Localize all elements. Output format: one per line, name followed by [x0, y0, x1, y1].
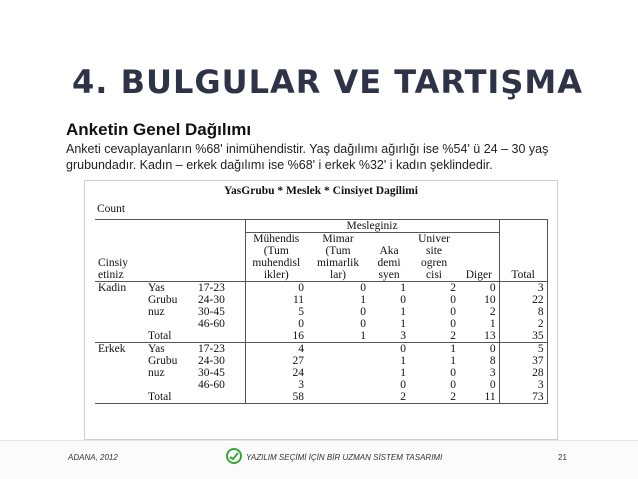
table-cell [95, 306, 145, 318]
crosstab-table [95, 219, 548, 404]
body-paragraph: Anketi cevaplayanların %68' inimühendistir. Yaş dağılımı ağırlığı ise %54' ü 24 – 30 yaş grubundadır. Kadın – erkek dağılımı ise %68' i erkek %32' i kadın şeklindedir. [66, 142, 549, 172]
total-value [307, 391, 369, 404]
row-total: 3 [499, 282, 547, 295]
header-row [95, 257, 547, 269]
count-value: 0 [400, 294, 407, 306]
total-label: Total [145, 391, 195, 404]
column-header: (Tum [325, 245, 351, 257]
row-total: 8 [499, 306, 547, 318]
total-value: 2 [409, 391, 459, 404]
total-header: Total [499, 269, 547, 282]
column-header [459, 257, 499, 269]
count-value: 0 [450, 379, 457, 391]
column-header: ogren [420, 257, 448, 269]
row-total: 5 [499, 343, 547, 356]
age-range-label: 46-60 [198, 379, 225, 391]
count-value: 11 [245, 294, 307, 306]
age-range-label: 24-30 [198, 355, 225, 367]
corner-cell [145, 269, 195, 282]
header-cell [499, 257, 547, 269]
column-header: Univer [409, 233, 459, 246]
total-value: 1 [307, 330, 369, 343]
age-range-label: 24-30 [198, 294, 225, 306]
count-value: 1 [450, 355, 457, 367]
count-value: 24 [245, 367, 307, 379]
section-subtitle: Anketin Genel Dağılımı [66, 120, 252, 139]
corner-cell [145, 233, 195, 246]
count-value: 1 [400, 355, 407, 367]
count-value [307, 367, 369, 379]
header-row [95, 269, 547, 282]
count-value: 27 [245, 355, 307, 367]
header-cell [499, 245, 547, 257]
column-header [459, 233, 499, 246]
total-value: 2 [409, 330, 459, 343]
count-value: 1 [400, 306, 407, 318]
count-value: 0 [450, 294, 457, 306]
count-value: 0 [245, 282, 307, 295]
slide-title: 4. BULGULAR VE TARTIŞMA [72, 63, 583, 101]
count-value: 0 [450, 367, 457, 379]
total-value: 11 [459, 391, 499, 404]
grand-total: 73 [499, 391, 547, 404]
total-value: 58 [245, 391, 307, 404]
header-row [95, 245, 547, 257]
total-value: 16 [245, 330, 307, 343]
count-value [307, 355, 369, 367]
table-row [95, 294, 547, 306]
table-cell [145, 379, 195, 391]
column-header: ikler) [245, 269, 307, 282]
column-header: muhendisl [245, 257, 307, 269]
column-header: demi [377, 257, 401, 269]
table-cell [95, 330, 145, 343]
table-title: YasGrubu * Meslek * Cinsiyet Dagilimi [224, 185, 418, 197]
count-value: 2 [450, 282, 457, 294]
grand-total: 35 [499, 330, 547, 343]
count-value: 0 [360, 306, 367, 318]
table-row [95, 306, 547, 318]
gender-label: Erkek [98, 343, 126, 355]
table-cell [95, 367, 145, 379]
footer-title: YAZILIM SEÇİMİ İÇİN BİR UZMAN SİSTEM TASARIMI [246, 453, 443, 462]
age-range-label: 46-60 [198, 318, 225, 330]
gender-label: Kadin [98, 282, 127, 294]
column-header [369, 233, 409, 246]
column-header: syen [369, 269, 409, 282]
count-value: 0 [450, 306, 457, 318]
corner-cell [145, 257, 195, 269]
table-row [95, 367, 547, 379]
count-value: 10 [484, 294, 496, 306]
corner-cell [95, 245, 145, 257]
corner-cell [195, 233, 245, 246]
count-value: 0 [489, 343, 496, 355]
age-group-label: nuz [148, 367, 165, 379]
table-cell [195, 391, 245, 404]
footer-location: ADANA, 2012 [68, 453, 118, 462]
page-number: 21 [558, 453, 567, 462]
corner-cell [195, 257, 245, 269]
total-label: Total [145, 330, 195, 343]
count-value: 8 [489, 355, 496, 367]
corner-cell [95, 233, 145, 246]
column-header: Mühendis [245, 233, 307, 246]
count-value: 0 [360, 282, 367, 294]
table-row [95, 379, 547, 391]
age-range-label: 17-23 [198, 343, 225, 355]
column-header: site [426, 245, 443, 257]
table-row [95, 282, 547, 295]
column-header: lar) [307, 269, 369, 282]
age-range-label: 17-23 [198, 282, 225, 294]
column-header [459, 245, 499, 257]
count-value: 1 [400, 318, 407, 330]
count-value: 1 [450, 343, 457, 355]
column-header: Diger [459, 269, 499, 282]
count-value: 3 [245, 379, 307, 391]
age-group-label: Yas [148, 282, 165, 294]
total-value: 2 [369, 391, 409, 404]
column-header: cisi [409, 269, 459, 282]
count-value: 0 [400, 379, 407, 391]
table-cell [95, 391, 145, 404]
table-cell [95, 355, 145, 367]
column-header: mimarlik [316, 257, 360, 269]
count-label: Count [97, 203, 126, 215]
count-value: 1 [489, 318, 496, 330]
column-header: Aka [379, 245, 399, 257]
row-total: 22 [499, 294, 547, 306]
table-cell [95, 318, 145, 330]
column-header: (Tum [245, 245, 307, 257]
table-row [95, 355, 547, 367]
header-row [95, 233, 547, 246]
count-value: 0 [360, 318, 367, 330]
age-group-label: Yas [148, 343, 165, 355]
group-header-mesleginiz: Mesleginiz [245, 220, 499, 233]
crosstab-panel [84, 180, 558, 440]
table-cell [95, 379, 145, 391]
count-value [307, 379, 369, 391]
row-total: 2 [499, 318, 547, 330]
age-group-label: Grubu [148, 355, 178, 367]
count-value: 0 [450, 318, 457, 330]
total-value: 13 [459, 330, 499, 343]
total-value: 3 [369, 330, 409, 343]
age-group-label: Grubu [148, 294, 178, 306]
count-value: 1 [400, 367, 407, 379]
logo-icon [226, 448, 242, 464]
count-value: 1 [400, 282, 407, 294]
table-row [95, 343, 547, 356]
header-cell [499, 233, 547, 246]
table-cell [145, 318, 195, 330]
count-value [307, 343, 369, 356]
age-range-label: 30-45 [198, 367, 225, 379]
row-total: 28 [499, 367, 547, 379]
age-group-label: nuz [148, 306, 165, 318]
count-value: 3 [489, 367, 496, 379]
total-row [95, 391, 547, 404]
count-value: 0 [245, 318, 307, 330]
corner-label: Cinsiy [98, 257, 129, 269]
row-total: 37 [499, 355, 547, 367]
corner-cell [195, 269, 245, 282]
corner-cell [195, 245, 245, 257]
count-value: 0 [400, 343, 407, 355]
table-row [95, 318, 547, 330]
count-value: 0 [489, 379, 496, 391]
corner-cell [145, 245, 195, 257]
total-row [95, 330, 547, 343]
count-value: 0 [489, 282, 496, 294]
count-value: 4 [245, 343, 307, 356]
column-header: Mimar [307, 233, 369, 246]
count-value: 1 [360, 294, 367, 306]
count-value: 5 [245, 306, 307, 318]
corner-label: etiniz [95, 269, 145, 282]
table-cell [95, 294, 145, 306]
count-value: 2 [489, 306, 496, 318]
age-range-label: 30-45 [198, 306, 225, 318]
row-total: 3 [499, 379, 547, 391]
table-cell [195, 330, 245, 343]
